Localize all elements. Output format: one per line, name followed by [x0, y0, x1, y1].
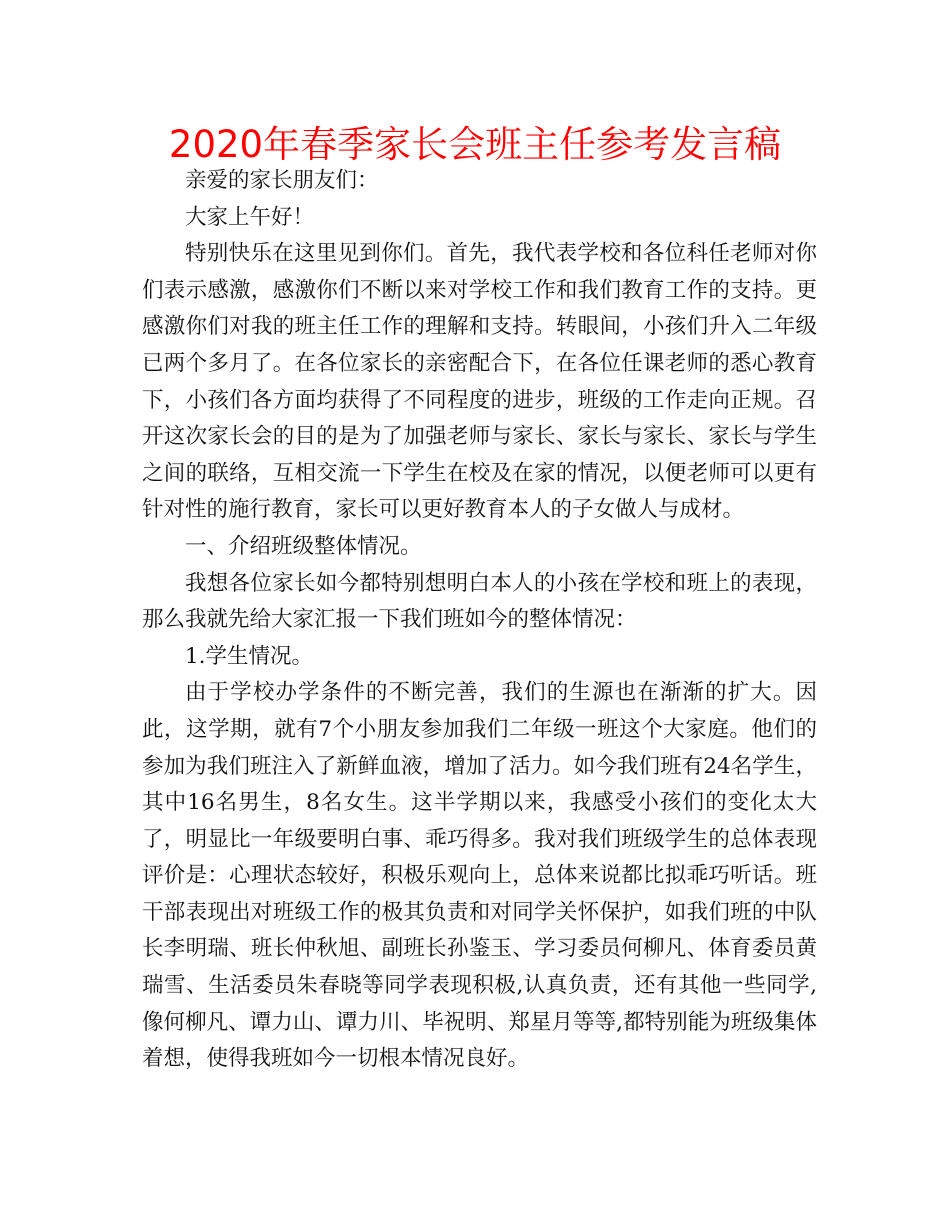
document-title: 2020年春季家长会班主任参考发言稿	[168, 123, 782, 166]
document-body	[142, 163, 817, 1078]
section-heading: 一、介绍班级整体情况。	[185, 533, 422, 559]
student-situation-paragraph: 由于学校办学条件的不断完善，我们的生源也在渐渐的扩大。因此，这学期，就有7个小朋友参加我们二年级一班这个大家庭。他们的参加为我们班注入了新鲜血液，增加了活力。如今我们班有24名学生，其中16名男生，8名女生。这半学期以来，我感受小孩们的变化太大了，明显比一年级要明白事、乖巧得多。我对我们班级学生的总体表现评价是：心理状态较好，积极乐观向上，总体来说都比拟乖巧听话。班干部表现出对班级工作的极其负责和对同学关怀保护，如我们班的中队长李明瑞、班长仲秋旭、副班长孙鉴玉、学习委员何柳凡、体育委员黄瑞雪、生活委员朱春晓等同学表现积极,认真负责，还有其他一些同学,像何柳凡、谭力山、谭力川、毕祝明、郑星月等等,都特别能为班级集体着想，使得我班如今一切根本情况良好。	[142, 680, 817, 1072]
salutation-paragraph: 亲爱的家长朋友们：	[185, 168, 379, 193]
greeting-paragraph: 大家上午好！	[185, 204, 315, 230]
intro-paragraph: 特别快乐在这里见到你们。首先，我代表学校和各位科任老师对你们表示感激，感激你们不断以来对学校工作和我们教育工作的支持。更感激你们对我的班主任工作的理解和支持。转眼间，小孩们升入二年级已两个多月了。在各位家长的亲密配合下，在各位任课老师的悉心教育下，小孩们各方面均获得了不同程度的进步，班级的工作走向正规。召开这次家长会的目的是为了加强老师与家长、家长与家长、家长与学生之间的联络，互相交流一下学生在校及在家的情况，以便老师可以更有针对性的施行教育，家长可以更好教育本人的子女做人与成材。	[142, 241, 817, 523]
section-intro-paragraph: 我想各位家长如今都特别想明白本人的小孩在学校和班上的表现，那么我就先给大家汇报一下我们班如今的整体情况：	[142, 570, 817, 633]
subsection-heading: 1.学生情况。	[185, 643, 314, 669]
